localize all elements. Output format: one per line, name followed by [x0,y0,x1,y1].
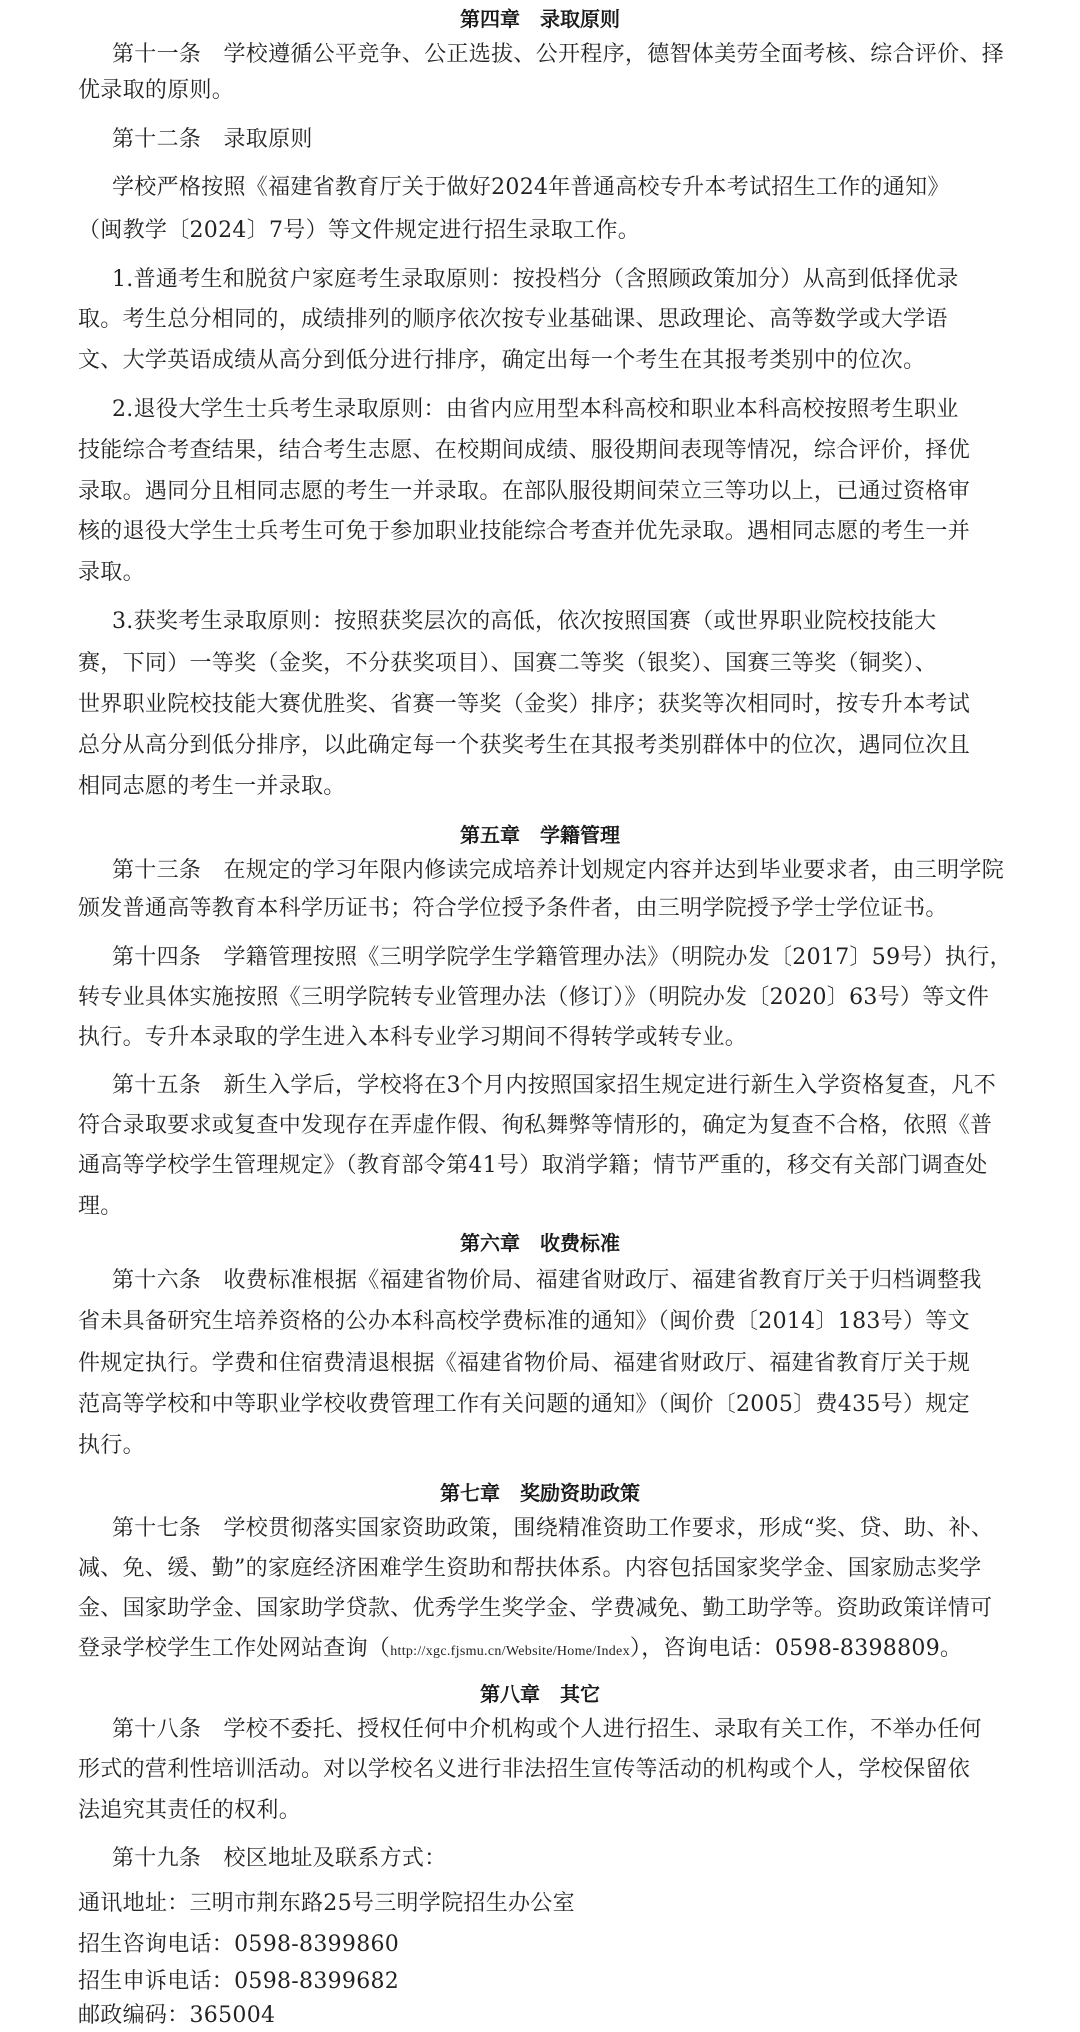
article-19-title: 第十九条 校区地址及联系方式： [112,1846,447,1871]
rule-3-line-5: 相同志愿的考生一并录取。 [78,774,346,799]
rule-2-line-3: 录取。遇同分且相同志愿的考生一并录取。在部队服役期间荣立三等功以上，已通过资格审 [78,479,971,504]
student-affairs-url-link[interactable]: http://xgc.fjsmu.cn/Website/Home/Index [390,1644,630,1659]
chapter-4-heading: 第四章 录取原则 [460,7,620,31]
rule-3-line-4: 总分从高分到低分排序，以此确定每一个获奖考生在其报考类别群体中的位次，遇同位次且 [78,733,971,758]
article-17-line-3: 金、国家助学金、国家助学贷款、优秀学生奖学金、学费减免、勤工助学等。资助政策详情可 [78,1596,993,1621]
article-16-line-1: 第十六条 收费标准根据《福建省物价局、福建省财政厅、福建省教育厅关于归档调整我 [112,1268,982,1293]
rule-3-line-2: 赛，下同）一等奖（金奖，不分获奖项目）、国赛二等奖（银奖）、国赛三等奖（铜奖）、 [78,651,938,676]
article-15-line-1: 第十五条 新生入学后，学校将在3个月内按照国家招生规定进行新生入学资格复查，凡不 [112,1073,996,1098]
article-12-title: 第十二条 录取原则 [112,127,313,152]
article-12-intro-line-2: （闽教学〔2024〕7号）等文件规定进行招生录取工作。 [78,218,641,243]
article-18-line-3: 法追究其责任的权利。 [78,1798,302,1823]
rule-2-line-4: 核的退役大学生士兵考生可免于参加职业技能综合考查并优先录取。遇相同志愿的考生一并 [78,519,971,544]
chapter-8-heading: 第八章 其它 [480,1682,600,1706]
article-14-line-1: 第十四条 学籍管理按照《三明学院学生学籍管理办法》（明院办发〔2017〕59号）执行， [112,945,1012,970]
rule-2-line-2: 技能综合考查结果，结合考生志愿、在校期间成绩、服役期间表现等情况，综合评价，择优 [78,438,971,463]
article-16-line-4: 范高等学校和中等职业学校收费管理工作有关问题的通知》（闽价〔2005〕费435号）规定 [78,1392,970,1417]
article-17-line-1: 第十七条 学校贯彻落实国家资助政策，围绕精准资助工作要求，形成“奖、贷、助、补、 [112,1516,994,1541]
chapter-6-heading: 第六章 收费标准 [460,1231,620,1255]
article-16-line-5: 执行。 [78,1433,145,1458]
article-14-line-3: 执行。专升本录取的学生进入本科专业学习期间不得转学或转专业。 [78,1025,748,1050]
aid-line-prefix: 登录学校学生工作处网站查询（ [78,1636,391,1661]
article-16-line-3: 件规定执行。学费和住宿费清退根据《福建省物价局、福建省财政厅、福建省教育厅关于规 [78,1351,971,1376]
chapter-5-heading: 第五章 学籍管理 [460,823,620,847]
rule-1-line-3: 文、大学英语成绩从高分到低分进行排序，确定出每一个考生在其报考类别中的位次。 [78,348,926,373]
article-13-line-1: 第十三条 在规定的学习年限内修读完成培养计划规定内容并达到毕业要求者，由三明学院 [112,858,1005,883]
article-18-line-1: 第十八条 学校不委托、授权任何中介机构或个人进行招生、录取有关工作，不举办任何 [112,1717,982,1742]
article-17-line-2: 减、免、缓、勤”的家庭经济困难学生资助和帮扶体系。内容包括国家奖学金、国家励志奖学 [78,1556,982,1581]
article-15-line-4: 理。 [78,1194,123,1219]
aid-line-suffix: ），咨询电话：0598-8398809。 [629,1636,963,1661]
rule-3-line-1: 3.获奖考生录取原则：按照获奖层次的高低，依次按照国赛（或世界职业院校技能大 [112,609,937,634]
article-13-line-2: 颁发普通高等教育本科学历证书；符合学位授予条件者，由三明学院授予学士学位证书。 [78,896,948,921]
article-11-line-2: 优录取的原则。 [78,78,235,103]
article-15-line-3: 通高等学校学生管理规定》（教育部令第41号）取消学籍；情节严重的，移交有关部门调查处 [78,1153,988,1178]
article-12-intro-line-1: 学校严格按照《福建省教育厅关于做好2024年普通高校专升本考试招生工作的通知》 [112,175,950,200]
contact-postal-code: 邮政编码：365004 [78,2003,276,2028]
rule-2-line-5: 录取。 [78,560,145,585]
chapter-7-heading: 第七章 奖励资助政策 [440,1481,640,1505]
rule-1-line-1: 1.普通考生和脱贫户家庭考生录取原则：按投档分（含照顾政策加分）从高到低择优录 [112,267,959,292]
rule-1-line-2: 取。考生总分相同的，成绩排列的顺序依次按专业基础课、思政理论、高等数学或大学语 [78,307,948,332]
article-17-line-4 [78,1634,962,1664]
article-14-line-2: 转专业具体实施按照《三明学院转专业管理办法（修订）》（明院办发〔2020〕63号）等文件 [78,985,990,1010]
rule-3-line-3: 世界职业院校技能大赛优胜奖、省赛一等奖（金奖）排序；获奖等次相同时，按专升本考试 [78,692,971,717]
article-18-line-2: 形式的营利性培训活动。对以学校名义进行非法招生宣传等活动的机构或个人，学校保留依 [78,1757,971,1782]
rule-2-line-1: 2.退役大学生士兵考生录取原则：由省内应用型本科高校和职业本科高校按照考生职业 [112,397,959,422]
article-16-line-2: 省未具备研究生培养资格的公办本科高校学费标准的通知》（闽价费〔2014〕183号）等文 [78,1309,970,1334]
contact-appeal-phone: 招生申诉电话：0598-8399682 [78,1969,400,1994]
article-15-line-2: 符合录取要求或复查中发现存在弄虚作假、徇私舞弊等情形的，确定为复查不合格，依照《普 [78,1113,993,1138]
contact-address: 通讯地址：三明市荆东路25号三明学院招生办公室 [78,1891,575,1916]
article-11-line-1: 第十一条 学校遵循公平竞争、公正选拔、公开程序，德智体美劳全面考核、综合评价、择 [112,42,1005,67]
contact-admission-phone: 招生咨询电话：0598-8399860 [78,1932,400,1957]
